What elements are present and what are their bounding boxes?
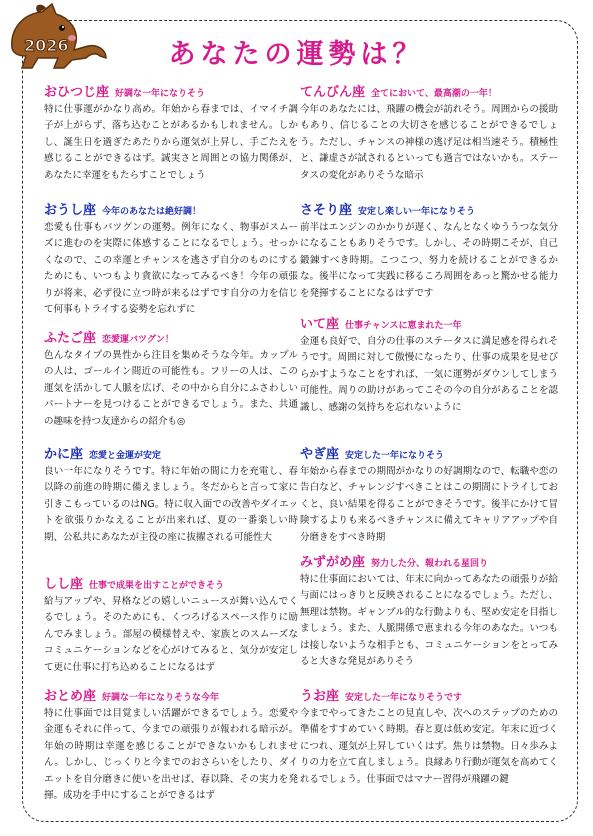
sign-heading bbox=[300, 82, 558, 100]
sign-text: 今年のあなたには、飛躍の機会が訪れそう。周囲からの援助もあり、信じることの大切さを感じることができるでしょう。ただし、チャンスの神様の逃げ足は相当速そう。積極性と、謙虚さが試されるといっても過言ではないかも。ステータスの変化がありそうな暗示 bbox=[300, 104, 558, 181]
sign-name: ふたご座 bbox=[44, 331, 97, 346]
sign-heading bbox=[44, 686, 298, 704]
sign-text: 特に仕事面では目覚ましい活躍ができるでしょう。恋愛や金運もそれに伴って、今までの頑張りが報われる暗示が。年始の時期は幸運を感じることができないかもしれません。しかし、じっくりと今までのおさらいをしたり、ダイエットを自分磨きに使いを出せば、春以降、その実力を発揮。成功を手中にすることができるはず bbox=[44, 708, 298, 802]
sign-card-leo bbox=[44, 574, 298, 676]
sign-heading bbox=[300, 200, 558, 218]
sign-theme: 努力した分、報われる星回り bbox=[371, 559, 489, 569]
sign-text: 前半はエンジンのかかりが遅く、なんとなくゆううつな気分になることもありそうです。しかし、その時期こそが、自己鍛錬すべき時期。こつこつ、努力を続けることができるかな。後半になって実践に移るころ周囲をあっと驚かせる能力を発揮することになるはずです bbox=[300, 222, 558, 299]
sign-theme: 全てにおいて、最高潮の一年！ bbox=[371, 89, 497, 99]
sign-card-sagittarius bbox=[300, 314, 558, 416]
sign-text: 特に仕事運がかなり高め。年始から春までは、イマイチ調子が上がらず、落ち込むことがあるかもしれません。しかし、誕生日を過ぎたあたりから運気が上昇し、手ごたえを感じることができるはず。誠実さと周囲との協力関係が、あなたに幸運をもたらすことでしょう bbox=[44, 104, 298, 181]
sign-name: おうし座 bbox=[44, 203, 97, 218]
sign-card-aquarius bbox=[300, 552, 558, 668]
sign-theme: 好調な一年になりそう bbox=[115, 89, 206, 99]
sign-name: てんびん座 bbox=[300, 85, 366, 100]
sign-name: やぎ座 bbox=[300, 447, 340, 462]
sign-name: うお座 bbox=[300, 689, 340, 704]
sign-theme: 恋愛運バツグン！ bbox=[102, 335, 174, 345]
sign-heading bbox=[300, 552, 558, 570]
sign-heading bbox=[44, 82, 298, 100]
sign-name: みずがめ座 bbox=[300, 555, 366, 570]
sign-theme: 安定した一年になりそうです bbox=[345, 693, 463, 703]
sign-heading bbox=[44, 444, 298, 462]
sign-theme: 好調な一年になりそうな今年 bbox=[102, 693, 220, 703]
sign-name: いて座 bbox=[300, 317, 340, 332]
sign-card-virgo bbox=[44, 686, 298, 802]
sign-theme: 恋愛と金運が安定 bbox=[89, 451, 162, 461]
sign-text: 恋愛も仕事もバツグンの運勢。例年になく、物事がスムーズに進むのを実際に体感することになるでしょう。せっかくなので、この幸運とチャンスを逃さず自分のものにするためにも、いつもより貪欲になってみるべき！今年の頑張りが将来、必ず役に立つ時が来るはずです自分の力を信じて何事もトライする姿勢を忘れずに bbox=[44, 222, 298, 316]
sign-name: かに座 bbox=[44, 447, 84, 462]
sign-card-libra bbox=[300, 82, 558, 184]
sign-card-cancer bbox=[44, 444, 298, 546]
sign-card-taurus bbox=[44, 200, 298, 316]
sign-name: おひつじ座 bbox=[44, 85, 110, 100]
sign-theme: 安定した一年になりそう bbox=[345, 451, 445, 461]
sign-heading bbox=[44, 574, 298, 592]
sign-text: 色んなタイプの異性から注目を集めそうな今年。カップルの人は、ゴールイン間近の可能性も。フリーの人は、この運気を活かして人脈を広げ、その中から自分にふさわしいパートナーを見つけることができるでしょう。また、共通の趣味を持つ友達からの紹介も◎ bbox=[44, 350, 298, 427]
sign-heading bbox=[44, 328, 298, 346]
sign-card-aries bbox=[44, 82, 298, 184]
sign-name: さそり座 bbox=[300, 203, 353, 218]
sign-text: 給与アップや、昇格などの嬉しいニュースが舞い込んでくるでしょう。そのためにも、くつろげるスペース作りに励んでみましょう。部屋の模様替えや、家族とのスムーズなコミュニケーションなどを心がけてみると、気分が安定して更に仕事に打ち込めることになるはず bbox=[44, 596, 298, 673]
sign-heading bbox=[44, 200, 298, 218]
sign-text: 良い一年になりそうです。特に年始の間に力を充電し、春以降の前進の時期に備えましょう。冬だからと言って家に引きこもっているのはNG。特に収入面での改善やダイエットを欲張りかなえることが出来れば、夏の一番楽しい時期、公私共にあなたが主役の座に抜擢される可能性大 bbox=[44, 466, 298, 543]
year-badge: 2026 bbox=[24, 36, 69, 55]
sign-name: しし座 bbox=[44, 577, 84, 592]
sign-name: おとめ座 bbox=[44, 689, 97, 704]
sign-heading bbox=[300, 686, 558, 704]
page-title: あなたの運勢は？ bbox=[168, 39, 425, 70]
sign-card-pisces bbox=[300, 686, 558, 788]
sign-card-capricorn bbox=[300, 444, 558, 546]
sign-theme: 今年のあなたは絶好調！ bbox=[102, 207, 202, 217]
sign-card-scorpio bbox=[300, 200, 558, 302]
sign-theme: 安定し楽しい一年になりそう bbox=[358, 207, 476, 217]
sign-heading bbox=[300, 314, 558, 332]
sign-text: 金運も良好で、自分の仕事のステータスに満足感を得られそうです。周囲に対して傲慢になったり、仕事の成果を見せびらかすようなことをすれば、一気に運勢がダウンしてしまう可能性。周りの助けがあってこその今の自分があることを認識し、感謝の気持ちを忘れないように bbox=[300, 336, 558, 413]
sign-text: 年始から春までの期間がかなりの好調期なので、転職や恋の告白など、チャレンジすべきことはこの期間にトライしておくと、良い結果を得ることができそうです。後半にかけて冒険するよりも来るべきチャンスに備えてキャリアアップや自分磨きをすべき時期 bbox=[300, 466, 558, 543]
sign-card-gemini bbox=[44, 328, 298, 430]
sign-theme: 仕事で成果を出すことができそう bbox=[89, 581, 225, 591]
sign-heading bbox=[300, 444, 558, 462]
sign-text: 特に仕事面においては、年末に向かってあなたの頑張りが給与面にはっきりと反映されることになるでしょう。ただし、無理は禁物。ギャンブル的な行動よりも、堅め安定を目指しましょう。また、人脈開係で恵まれる今年のあなた。いつもは接しないような相手とも、コミュニケーションをとってみると大きな発見がありそう bbox=[300, 574, 558, 668]
sign-theme: 仕事チャンスに恵まれた一年 bbox=[345, 321, 462, 331]
sign-text: 今までやってきたことの見直しや、次へのステップのための準備をすすめていく時期。春と夏は低め安定。年末に近づくにつれ、運気が上昇していくはず。焦りは禁物。日々歩みよりの力を立て直しましょう。良縁あり行動が運気を高めてくれるでしょう。仕事面ではマナー習得が飛躍の鍵 bbox=[300, 708, 558, 785]
